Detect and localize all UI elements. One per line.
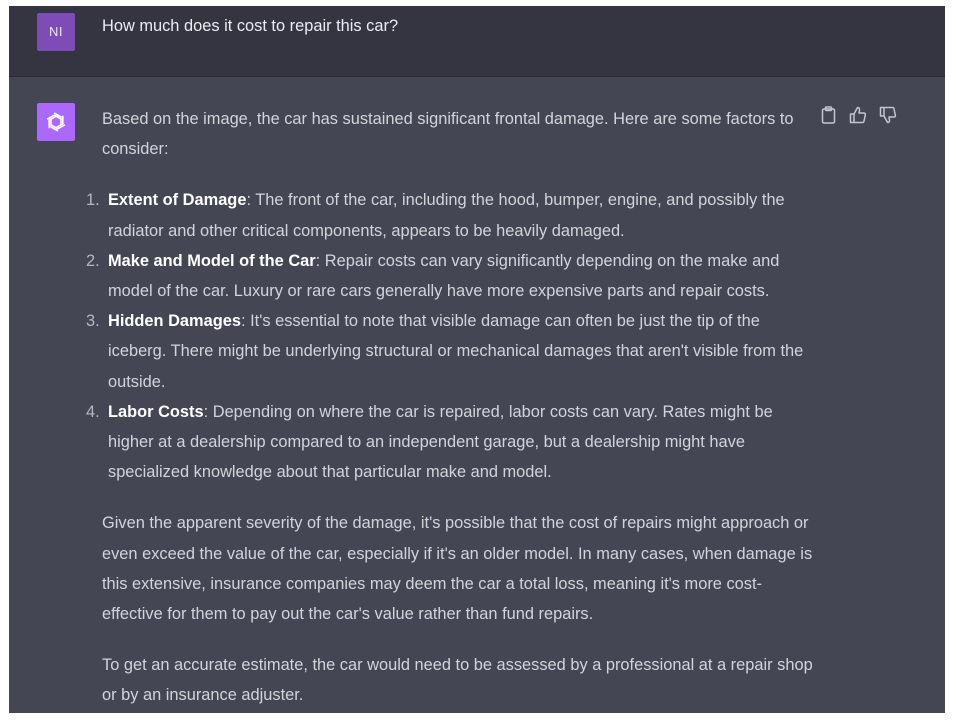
list-item-number: 2. [86,251,100,270]
list-item [86,246,814,306]
assistant-paragraph: To get an accurate estimate, the car would need to be assessed by a professional at a repair shop or by an insurance adjuster. [102,656,813,705]
list-item-text: : It's essential to note that visible damage can often be just the tip of the iceberg. There might be underlying structural or mechanical damages that aren't visible from the outside. [108,312,804,391]
list-item-number: 1. [86,191,100,210]
user-message: How much does it cost to repair this car? [102,17,399,35]
user-message-row [9,6,945,77]
list-item-number: 4. [86,402,100,421]
list-item-term: Labor Costs [108,402,204,421]
list-item-number: 3. [86,312,100,331]
list-item-text: : The front of the car, including the hood, bumper, engine, and possibly the radiator and other critical components, appears to be heavily damaged. [108,191,785,240]
user-avatar: NI [37,13,75,51]
factors-list [86,185,814,487]
list-item-term: Make and Model of the Car [108,251,316,270]
openai-logo-icon [43,109,69,135]
list-item-term: Extent of Damage [108,191,247,210]
list-item [86,306,814,397]
thumbs-down-icon [879,106,897,124]
list-item-text: : Depending on where the car is repaired, labor costs can vary. Rates might be higher at a dealership compared to an independent garage, but a dealership might have specialized knowledge about that particular make and model. [108,402,773,482]
assistant-message [86,104,814,711]
clipboard-icon [821,106,836,124]
chat-window [9,6,945,713]
list-item [86,397,814,488]
assistant-avatar [37,103,75,141]
assistant-paragraph: Given the apparent severity of the damage, it's possible that the cost of repairs might approach or even exceed the value of the car, especially if it's an older model. In many cases, when damage is this extensive, insurance companies may deem the car a total loss, meaning it's more cost-effective for them to pay out the car's value rather than fund repairs. [102,514,813,624]
thumbs-up-button[interactable] [849,105,867,125]
list-item [86,185,814,245]
thumbs-up-icon [849,106,867,124]
list-item-term: Hidden Damages [108,312,241,331]
list-item-text: : Repair costs can vary significantly depending on the make and model of the car. Luxury or rare cars generally have more expensive parts and repair costs. [108,251,780,301]
thumbs-down-button[interactable] [879,105,897,125]
copy-button[interactable] [819,105,837,125]
message-actions [819,105,897,125]
assistant-intro: Based on the image, the car has sustained significant frontal damage. Here are some factors to consider: [102,110,794,159]
